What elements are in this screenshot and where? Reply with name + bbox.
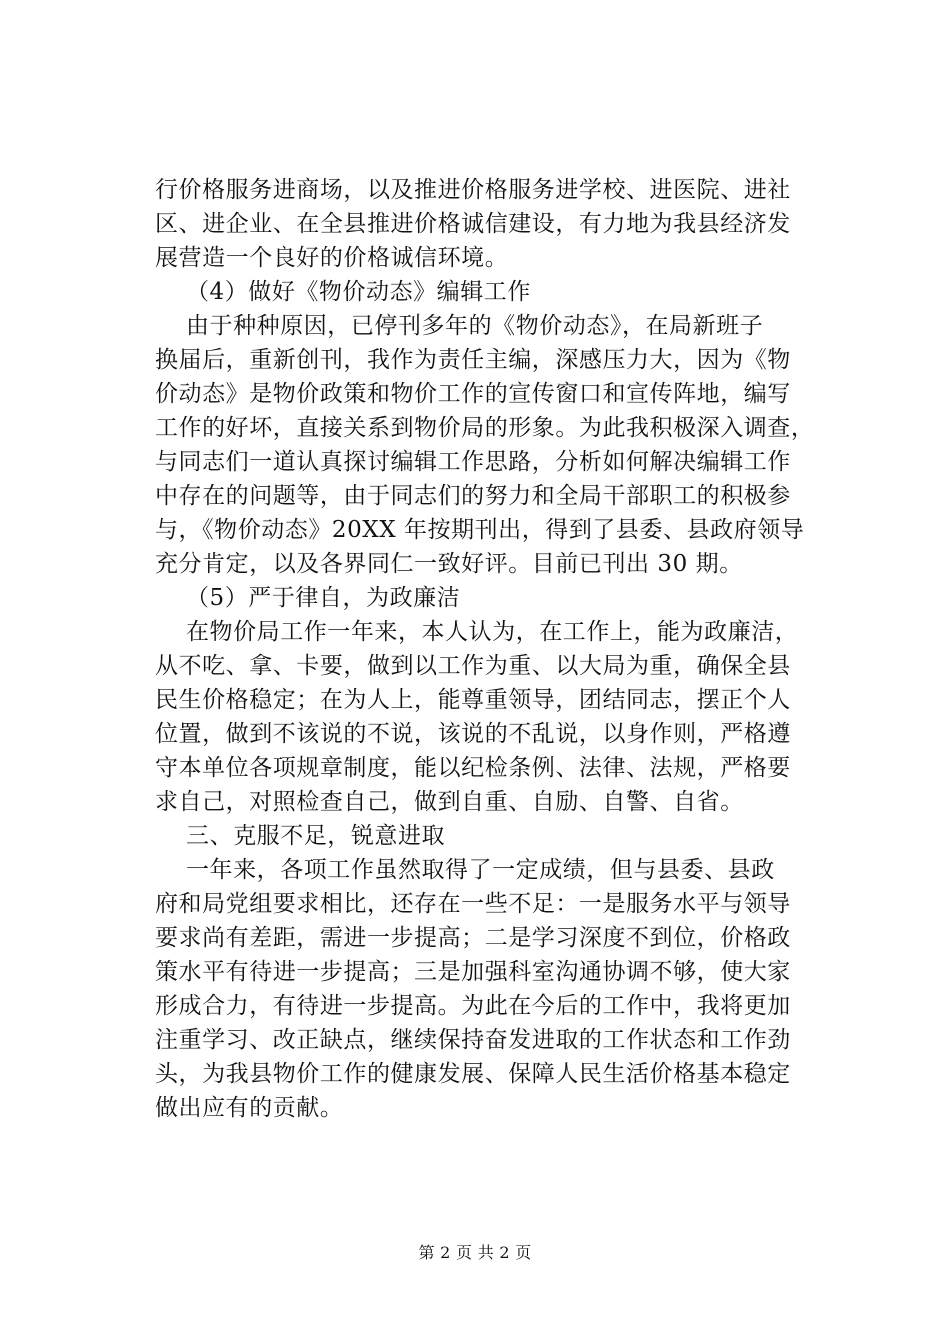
text-line: 守本单位各项规章制度，能以纪检条例、法律、法规，严格要	[155, 755, 791, 781]
text-line: 工作的好坏，直接关系到物价局的形象。为此我积极深入调查，	[155, 415, 815, 441]
text-line: 由于种种原因，已停刊多年的《物价动态》，在局新班子	[186, 313, 764, 339]
text-line: 行价格服务进商场，以及推进价格服务进学校、进医院、进社	[155, 177, 791, 203]
text-line: 从不吃、拿、卡要，做到以工作为重、以大局为重，确保全县	[155, 653, 791, 679]
text-line: 中存在的问题等，由于同志们的努力和全局干部职工的积极参	[155, 483, 791, 509]
text-line: 求自己，对照检查自己，做到自重、自励、自警、自省。	[155, 789, 744, 815]
text-line: 换届后，重新创刊，我作为责任主编，深感压力大，因为《物	[155, 347, 791, 373]
text-line: 府和局党组要求相比，还存在一些不足：一是服务水平与领导	[155, 891, 791, 917]
text-line: 民生价格稳定；在为人上，能尊重领导，团结同志，摆正个人	[155, 687, 791, 713]
section-heading: 三、克服不足，锐意进取	[186, 823, 446, 849]
text-line: 策水平有待进一步提高；三是加强科室沟通协调不够，使大家	[155, 959, 791, 985]
text-line: 与同志们一道认真探讨编辑工作思路，分析如何解决编辑工作	[155, 449, 791, 475]
page-footer: 第 2 页 共 2 页	[418, 1243, 532, 1262]
text-line: 价动态》是物价政策和物价工作的宣传窗口和宣传阵地，编写	[155, 381, 791, 407]
text-line: 位置，做到不该说的不说，该说的不乱说，以身作则，严格遵	[155, 721, 791, 747]
text-line: 与，《物价动态》20XX 年按期刊出，得到了县委、县政府领导	[155, 517, 805, 543]
text-line: 区、进企业、在全县推进价格诚信建设，有力地为我县经济发	[155, 211, 791, 237]
section-heading: （5）严于律自，为政廉洁	[186, 585, 461, 611]
text-line: 形成合力，有待进一步提高。为此在今后的工作中，我将更加	[155, 993, 791, 1019]
text-line: 展营造一个良好的价格诚信环境。	[155, 245, 509, 271]
text-line: 一年来，各项工作虽然取得了一定成绩，但与县委、县政	[186, 857, 775, 883]
text-line: 充分肯定，以及各界同仁一致好评。目前已刊出 30 期。	[155, 551, 743, 577]
section-heading: （4）做好《物价动态》编辑工作	[186, 279, 531, 305]
text-line: 注重学习、改正缺点，继续保持奋发进取的工作状态和工作劲	[155, 1027, 791, 1053]
text-line: 在物价局工作一年来，本人认为，在工作上，能为政廉洁，	[186, 619, 799, 645]
document-body	[155, 173, 845, 1125]
text-line: 做出应有的贡献。	[155, 1095, 344, 1121]
text-line: 头，为我县物价工作的健康发展、保障人民生活价格基本稳定	[155, 1061, 791, 1087]
text-line: 要求尚有差距，需进一步提高；二是学习深度不到位，价格政	[155, 925, 791, 951]
